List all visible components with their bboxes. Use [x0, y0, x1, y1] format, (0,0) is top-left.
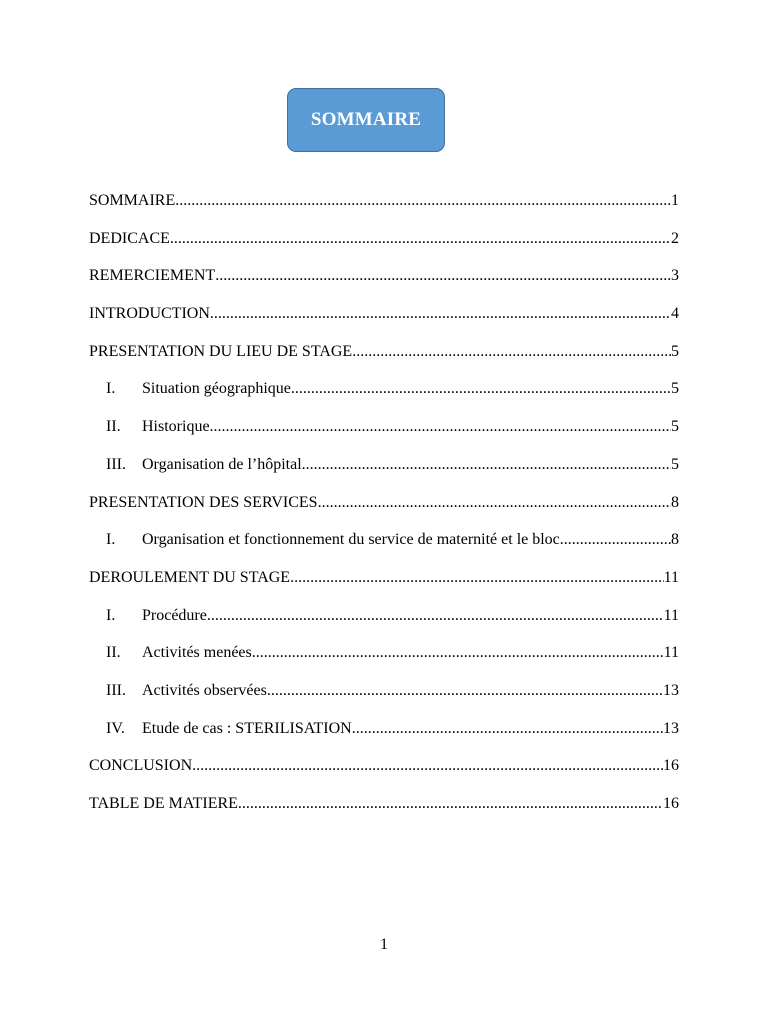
toc-dot-leader	[238, 792, 663, 816]
toc-entry[interactable]	[89, 754, 679, 792]
toc-dot-leader	[302, 453, 671, 477]
toc-entry[interactable]	[89, 453, 679, 491]
toc-dot-leader	[175, 189, 671, 213]
toc-dot-leader	[352, 340, 671, 364]
toc-entry-page: 5	[671, 342, 679, 360]
toc-entry-page: 5	[671, 455, 679, 473]
toc-entry-number: III.	[106, 455, 126, 473]
toc-entry[interactable]	[89, 302, 679, 340]
toc-dot-leader	[170, 227, 671, 251]
toc-entry-label: Organisation de l’hôpital	[142, 455, 302, 473]
toc-dot-leader	[291, 377, 671, 401]
toc-entry-label: INTRODUCTION	[89, 305, 210, 323]
toc-entry[interactable]	[89, 641, 679, 679]
toc-entry-page: 13	[663, 681, 679, 699]
toc-dot-leader	[352, 717, 663, 741]
toc-entry[interactable]	[89, 604, 679, 642]
toc-entry-number: I.	[106, 380, 116, 398]
toc-entry[interactable]	[89, 415, 679, 453]
toc-dot-leader	[210, 415, 671, 439]
toc-dot-leader	[318, 491, 671, 515]
toc-dot-leader	[290, 566, 664, 590]
toc-entry-number: II.	[106, 644, 121, 662]
page-number: 1	[380, 936, 388, 953]
toc-entry-page: 16	[663, 795, 679, 812]
toc-dot-leader	[215, 264, 671, 288]
toc-dot-leader	[560, 528, 671, 552]
toc-entry-page: 8	[671, 493, 679, 511]
toc-entry-label: Activités observées	[142, 681, 267, 699]
page-title: SOMMAIRE	[310, 109, 422, 130]
toc-entry[interactable]	[89, 189, 679, 227]
toc-entry[interactable]	[89, 679, 679, 717]
toc-entry-label: Procédure	[142, 606, 207, 624]
table-of-contents	[89, 189, 679, 830]
toc-dot-leader	[210, 302, 671, 326]
toc-entry[interactable]	[89, 377, 679, 415]
toc-entry-label: Activités menées	[142, 644, 252, 662]
toc-entry[interactable]	[89, 528, 679, 566]
toc-entry-page: 13	[663, 719, 679, 737]
toc-entry[interactable]	[89, 792, 679, 830]
toc-dot-leader	[192, 754, 663, 778]
toc-entry-label: TABLE DE MATIERE	[89, 795, 238, 812]
toc-entry-page: 1	[671, 192, 679, 209]
toc-entry-number: IV.	[106, 719, 125, 737]
toc-entry-page: 5	[671, 380, 679, 398]
toc-entry[interactable]	[89, 566, 679, 604]
toc-entry[interactable]	[89, 491, 679, 529]
toc-entry-label: PRESENTATION DU LIEU DE STAGE	[89, 342, 353, 360]
toc-entry-label: CONCLUSION	[89, 757, 193, 775]
toc-entry-label: PRESENTATION DES SERVICES	[89, 493, 318, 511]
toc-entry-label: Situation géographique	[142, 380, 291, 398]
toc-entry-page: 11	[663, 606, 679, 624]
toc-entry-page: 11	[663, 568, 679, 586]
toc-dot-leader	[207, 604, 664, 628]
toc-entry[interactable]	[89, 717, 679, 755]
toc-entry-page: 5	[671, 418, 679, 436]
toc-entry-page: 2	[671, 229, 679, 247]
toc-entry-label: SOMMAIRE	[89, 192, 176, 209]
toc-entry-label: Historique	[142, 418, 210, 436]
toc-entry[interactable]	[89, 227, 679, 265]
toc-entry[interactable]	[89, 340, 679, 378]
toc-entry-number: II.	[106, 418, 121, 436]
toc-entry-page: 11	[663, 644, 679, 662]
toc-dot-leader	[252, 641, 664, 665]
toc-entry[interactable]	[89, 264, 679, 302]
toc-entry-page: 8	[671, 531, 679, 549]
toc-entry-page: 16	[663, 757, 679, 775]
toc-entry-number: I.	[106, 606, 116, 624]
toc-dot-leader	[267, 679, 663, 703]
toc-entry-page: 4	[671, 305, 679, 323]
title-box	[287, 88, 445, 152]
toc-entry-label: Organisation et fonctionnement du service de maternité et le bloc	[142, 531, 560, 549]
toc-entry-label: Etude de cas : STERILISATION	[142, 719, 352, 737]
toc-entry-number: III.	[106, 681, 126, 699]
toc-entry-label: REMERCIEMENT	[89, 267, 216, 285]
toc-entry-label: DEDICACE	[89, 229, 170, 247]
toc-entry-page: 3	[671, 267, 679, 285]
toc-entry-number: I.	[106, 531, 116, 549]
toc-entry-label: DEROULEMENT DU STAGE	[89, 568, 291, 586]
